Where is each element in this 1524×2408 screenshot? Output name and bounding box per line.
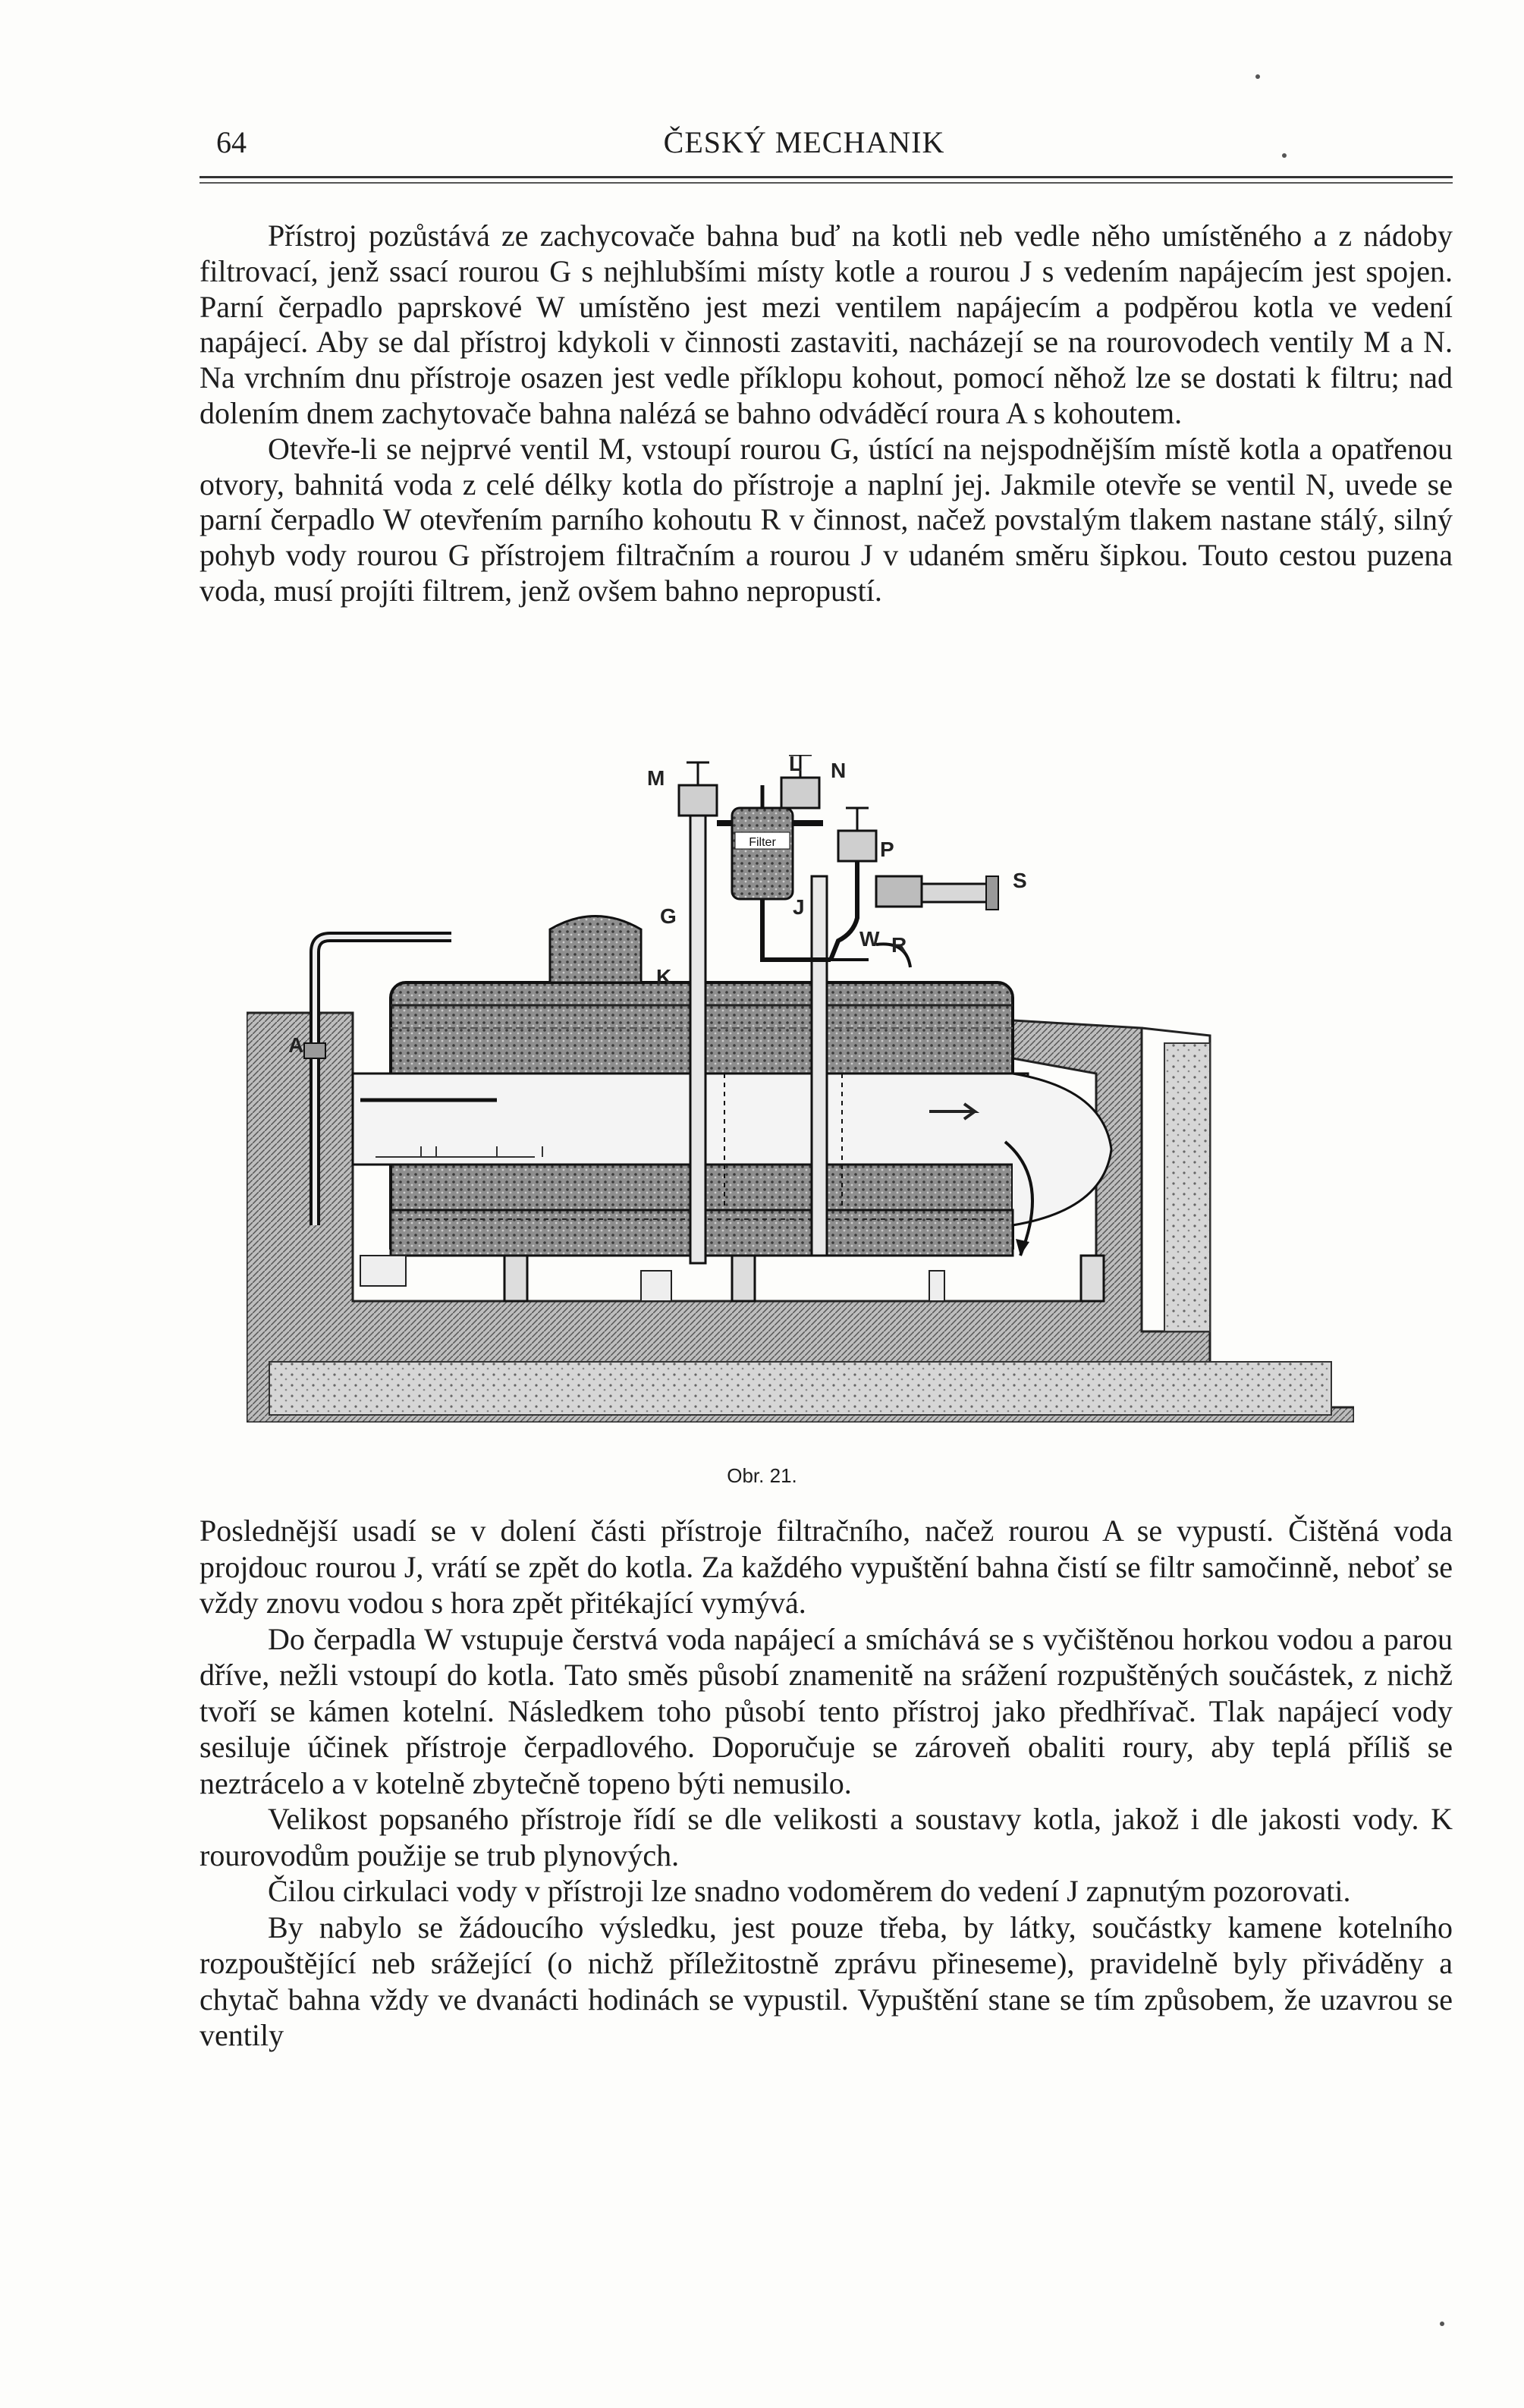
label-A: A bbox=[288, 1033, 304, 1057]
label-N: N bbox=[831, 759, 847, 782]
boiler-diagram bbox=[247, 755, 1354, 1422]
figure-caption: Obr. 21. bbox=[727, 1464, 797, 1487]
label-K: K bbox=[656, 965, 672, 989]
label-S: S bbox=[1013, 869, 1027, 892]
paragraph: By nabylo se žádoucího výsledku, jest pouze třeba, by látky, součástky kamene kotelního rozpouštějící neb srážející (o nichž příležitostně zprávu přineseme), pravidelně byly přiváděny a chytač bahna vždy ve dvanácti hodinách se vypustil. Vypuštění stane se tím způsobem, že uzavrou se ventily bbox=[200, 1910, 1453, 2052]
page-header bbox=[216, 121, 1392, 167]
page-number: 64 bbox=[216, 125, 247, 159]
running-title: ČESKÝ MECHANIK bbox=[663, 125, 945, 159]
paragraph: Přístroj pozůstává ze zachycovače bahna buď na kotli neb vedle něho umístěného a z nádoby filtrovací, jenž ssací rourou G s nejhlubšími místy kotle a rourou J s vedením napájecím jest spojen. Parní čerpadlo paprskové W umístěno jest mezi ventilem napájecím a podpěrou kotla ve vedení napájecí. Aby se dal přístroj kdykoli v činnosti zastaviti, nacházejí se na rourovodech ventily M a N. Na vrchním dnu přístroje osazen jest vedle příklopu kohout, pomocí něhož lze se dostati k filtru; nad dolením dnem zachytovače bahna nalézá se bahno odváděcí roura A s kohoutem. bbox=[200, 218, 1453, 430]
header-rule bbox=[200, 182, 1453, 184]
paragraph: Velikost popsaného přístroje řídí se dle velikosti a soustavy kotla, jakož i dle jakosti vody. K rourovodům použije se trub plynových. bbox=[200, 1802, 1453, 1872]
paragraph: Poslednější usadí se v dolení části přístroje filtračního, načež rourou A se vypustí. Čištěná voda projdouc rourou J, vrátí se zpět do kotla. Za každého vypuštění bahna čistí se filtr samočinně, neboť se vždy znovu vodou s hora zpět přitékající vymývá. bbox=[200, 1514, 1453, 1620]
label-M: M bbox=[647, 766, 665, 790]
label-L: L bbox=[789, 755, 803, 775]
paragraph: Otevře-li se nejprvé ventil M, vstoupí rourou G, ústící na nejspodnějším místě kotla a opatřenou otvory, bahnitá voda z celé délky kotla do přístroje a naplní jej. Jakmile otevře se ventil N, uvede se parní čerpadlo W otevřením parního kohoutu R v činnost, načež povstalým tlakem nastane stálý, silný pohyb vody rourou G přístrojem filtračním a rourou J v udaném směru šipkou. Touto cestou puzena voda, musí projíti filtrem, jenž ovšem bahno nepropustí. bbox=[200, 431, 1453, 608]
body-text-top bbox=[200, 218, 1453, 609]
paragraph: Čilou cirkulaci vody v přístroji lze snadno vodoměrem do vedení J zapnutým pozorovati. bbox=[268, 1874, 1351, 1908]
header-rule bbox=[200, 176, 1453, 178]
label-J: J bbox=[793, 895, 805, 919]
body-text-bottom bbox=[200, 1513, 1453, 2054]
scan-speck bbox=[1255, 74, 1260, 79]
filter-label: Filter bbox=[749, 836, 776, 849]
scan-speck bbox=[1440, 2322, 1444, 2326]
label-P: P bbox=[880, 838, 894, 861]
label-W: W bbox=[859, 927, 880, 951]
label-R: R bbox=[891, 933, 907, 957]
label-G: G bbox=[660, 904, 677, 928]
paragraph: Do čerpadla W vstupuje čerstvá voda napájecí a smíchává se s vyčištěnou horkou vodou a parou dříve, nežli vstoupí do kotla. Tato směs působí znamenitě na srážení rozpuštěných součástek, z nichž tvoří se kámen kotelní. Následkem toho působí tento přístroj jako předhřívač. Tlak napájecí vody sesiluje účinek přístroje čerpadlového. Doporučuje se zároveň obaliti roury, aby teplá příliš se neztrácelo a v kotelně zbytečně topeno býti nemusilo. bbox=[200, 1621, 1453, 1800]
